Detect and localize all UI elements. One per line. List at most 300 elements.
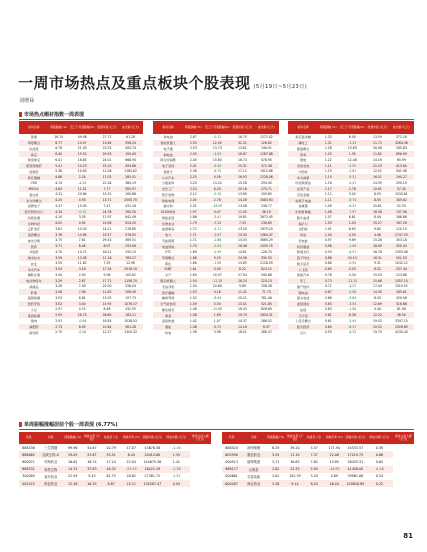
table-cell: 3.40: [69, 301, 96, 307]
table-cell: 2005.70: [118, 197, 143, 203]
table-cell: 三生国健: [44, 446, 58, 451]
table-cell: 16.43: [238, 307, 247, 312]
table-cell: -2.81: [348, 169, 357, 174]
table-cell: 跨境支付: [296, 250, 310, 255]
table-cell: 15.68: [366, 278, 389, 284]
table-cell: -18.09: [212, 203, 223, 208]
table-cell: 0.76: [324, 272, 332, 277]
table-cell: 600521: [22, 459, 35, 464]
table-cell: 虚拟现实: [288, 301, 318, 307]
table-cell: 创新药: [29, 169, 39, 174]
table-cell: IGBT: [153, 266, 183, 272]
table-cell: 22.08: [324, 451, 345, 458]
table-cell: 1228.06: [254, 174, 279, 180]
table-cell: 8.46: [69, 243, 96, 249]
table-cell: 330.35: [254, 255, 279, 261]
table-cell: 太阳能: [298, 227, 308, 232]
table-cell: 20.18: [231, 186, 254, 192]
table-header-row: [288, 121, 414, 134]
table-cell: 2.55: [183, 140, 203, 146]
table-cell: 197.73: [125, 295, 136, 300]
table-cell: 智能电网: [153, 197, 183, 203]
table-cell: 57.30: [389, 186, 414, 192]
table-cell: -2.67: [203, 232, 231, 238]
table-cell: -2.04: [203, 243, 231, 249]
table-cell: 1.54: [189, 284, 197, 289]
table-cell: 水产: [165, 273, 172, 278]
table-cell: 171.94: [328, 445, 341, 450]
table-cell: 0.67: [318, 289, 338, 295]
table-cell: 828.80: [260, 307, 272, 312]
table-cell: 7.37: [305, 451, 324, 458]
table-cell: 13.59: [373, 134, 382, 139]
table-cell: 7.47: [103, 203, 111, 208]
table-cell: 105.61: [125, 272, 136, 277]
table-cell: 3.29: [49, 278, 69, 284]
table-cell: 19.70: [231, 312, 254, 318]
table-cell: 13.61: [238, 146, 247, 151]
table-cell: 乙肝治疗: [27, 227, 41, 232]
table-cell: 1533.81: [394, 192, 408, 197]
table-cell: 智能汽车: [296, 273, 310, 278]
table-cell: 辅助生殖: [27, 273, 41, 278]
table-cell: 3.29: [310, 474, 318, 479]
table-cell: 14.61: [238, 249, 247, 254]
section2-rule: [19, 429, 414, 430]
column-header: 代码: [19, 432, 38, 444]
table-cell: 3665.29: [259, 238, 273, 243]
table-cell: 消费电子: [27, 204, 41, 209]
table-cell: 黄金: [153, 312, 183, 318]
table-cell: 896.99: [389, 151, 414, 157]
table-cell: -3.41: [213, 215, 222, 220]
column-header: 流通市值 (亿元): [231, 121, 254, 134]
table-cell: 27381.72: [144, 474, 161, 479]
section2-table-1: [19, 432, 211, 487]
table-cell: 5.54: [266, 451, 285, 458]
table-cell: 109.40: [118, 151, 143, 157]
section-marker-icon: [19, 422, 22, 427]
table-cell: 14.07: [69, 140, 96, 146]
table-cell: 1.47: [213, 318, 221, 323]
table-cell: 19.70: [373, 330, 382, 335]
table-cell: 铁矿石: [288, 220, 318, 226]
table-cell: 190.27: [389, 174, 414, 180]
table-row: [19, 444, 211, 451]
table-cell: 10.06: [96, 220, 118, 226]
table-cell: 250.13: [125, 249, 136, 254]
table-cell: 10.52: [366, 324, 389, 330]
table-cell: 6.81: [348, 215, 356, 220]
table-cell: 43678.58: [144, 445, 161, 450]
table-cell: 2.12: [189, 192, 197, 197]
table-cell: 0.86: [318, 255, 338, 261]
table-cell: 17.03: [96, 174, 118, 180]
table-cell: 16.93: [231, 174, 254, 180]
section1-heading: [19, 111, 84, 118]
table-cell: 大飞机: [288, 266, 318, 272]
table-cell: 2.53: [189, 146, 197, 151]
table-cell: 16.31: [366, 255, 389, 261]
table-cell: 7.33: [231, 220, 254, 226]
table-cell: 16.51: [366, 174, 389, 180]
table-cell: 0.00: [203, 266, 231, 272]
table-cell: 3.78: [49, 232, 69, 238]
table-cell: 3.71: [272, 459, 280, 464]
table-cell: 储能: [153, 324, 183, 330]
table-cell: 8.20: [203, 186, 231, 192]
table-cell: 167.26: [389, 220, 414, 226]
table-cell: 3.44: [55, 272, 63, 277]
table-cell: 17219.75: [345, 451, 366, 458]
table-cell: 54.67: [87, 445, 97, 450]
table-cell: 华为鸿蒙: [288, 174, 318, 180]
table-cell: 1.22: [324, 157, 332, 162]
table-cell: 10.63: [77, 169, 87, 174]
table-cell: 7.77: [96, 186, 118, 192]
table-cell: 1.53: [183, 289, 203, 295]
table-cell: 16.58: [366, 209, 389, 215]
table-cell: 大豆: [30, 307, 37, 312]
table-cell: 3.71: [49, 243, 69, 249]
table-cell: 11.83: [96, 289, 118, 295]
table-cell: 元宇宙: [288, 312, 318, 318]
table-cell: 风电: [288, 232, 318, 238]
table-cell: 1076.37: [118, 301, 143, 307]
title-text: 一周市场热点及重点板块个股表现: [18, 74, 251, 92]
table-cell: 迈威生物-U: [38, 451, 63, 458]
table-cell: 160.88: [125, 192, 136, 197]
table-cell: 20.21: [238, 295, 247, 300]
table-cell: 1.01: [324, 226, 332, 231]
table-cell: 2.55: [183, 151, 203, 157]
table-cell: 1064.37: [254, 232, 279, 238]
table-cell: -1.06: [348, 307, 357, 312]
table-cell: 1.72: [189, 226, 197, 231]
table-cell: 16.35: [82, 480, 101, 487]
table-cell: 1.69: [203, 312, 231, 318]
table-cell: -8.94: [213, 295, 222, 300]
table-cell: 2.41: [183, 163, 203, 169]
table-cell: 婴童概念: [296, 146, 310, 151]
table-cell: -0.92: [348, 261, 357, 266]
table-cell: 320.56: [395, 295, 407, 300]
table-cell: 2672.45: [259, 215, 273, 220]
table-cell: 765.50: [118, 209, 143, 215]
table-cell: 15.63: [212, 157, 222, 162]
table-cell: 3.98: [213, 330, 221, 335]
table-cell: 纺织服装: [288, 243, 318, 249]
table-cell: 无线耳机: [161, 284, 175, 289]
table-cell: 智能家居: [161, 215, 175, 220]
table-cell: -6.74: [338, 197, 366, 203]
table-cell: 13.89: [238, 261, 247, 266]
table-cell: 芯片: [300, 330, 307, 335]
table-cell: -0.16: [366, 466, 393, 473]
table-cell: 7.46: [69, 289, 96, 295]
table-cell: 14.37: [238, 318, 247, 323]
table-cell: 1.97: [183, 209, 203, 215]
table-cell: 19.27: [96, 232, 118, 238]
table-cell: 23.25: [102, 146, 112, 151]
table-cell: 1185.82: [124, 169, 137, 174]
column-header: 板块名称: [288, 121, 318, 134]
table-cell: 25.81: [373, 203, 382, 208]
table-row: [222, 480, 414, 487]
table-cell: 501.55: [389, 255, 414, 261]
table-cell: 265.83: [395, 146, 407, 151]
table-cell: 雾化: [165, 261, 172, 266]
table-cell: -9.45: [203, 163, 231, 169]
table-cell: 432.55: [125, 307, 136, 312]
table-cell: 0.54: [163, 480, 190, 487]
table-cell: 8.93: [374, 192, 381, 197]
table-cell: 13.24: [212, 180, 222, 185]
table-cell: 10.64: [96, 324, 118, 330]
table-cell: -8.57: [348, 249, 357, 254]
table-cell: 医疗器械: [153, 289, 183, 295]
table-cell: 1059.75: [254, 243, 279, 249]
table-cell: 丽珠集团: [247, 460, 261, 465]
table-cell: 3.55: [55, 261, 63, 266]
table-cell: -1.38: [163, 466, 190, 473]
table-cell: 5.34: [203, 301, 231, 307]
table-cell: 养鸡: [288, 151, 318, 157]
column-header: 现金主流入额 (万元): [393, 432, 414, 444]
table-cell: 科伦药业: [38, 480, 63, 487]
table-cell: 688062: [19, 451, 38, 458]
page-title: [18, 72, 307, 93]
table-cell: 3.34: [348, 272, 356, 277]
table-cell: 380.19: [125, 180, 136, 185]
table-cell: 12.96: [126, 261, 135, 266]
table-cell: 941.98: [395, 169, 407, 174]
table-cell: 24.59: [373, 180, 382, 185]
table-cell: 2.25: [183, 174, 203, 180]
table-cell: 16.74: [87, 459, 97, 464]
table-cell: 4.74: [55, 180, 63, 185]
table-cell: 2.67: [189, 134, 197, 139]
author-name: 刘增禄: [19, 98, 35, 104]
table-cell: 238.77: [260, 203, 272, 208]
table-cell: 668.94: [125, 157, 136, 162]
table-row: [19, 458, 211, 465]
table-cell: 小米汽车: [153, 174, 183, 180]
table-cell: 15.30: [231, 232, 254, 238]
table-cell: 2.23: [183, 186, 203, 192]
table-cell: 医疗物资出口: [19, 209, 49, 215]
table-cell: 黄酒: [30, 135, 37, 140]
table-cell: 1287.88: [254, 151, 279, 157]
table-cell: 15.03: [373, 272, 382, 277]
table-cell: 39.20: [290, 445, 300, 450]
table-cell: 0.59: [203, 174, 231, 180]
table-cell: 15.31: [231, 163, 254, 169]
table-cell: 3.35: [78, 215, 86, 220]
table-cell: -3.71: [213, 226, 222, 231]
table-cell: 16.20: [231, 278, 254, 284]
column-header: 近三个月涨跌幅(%): [69, 121, 96, 134]
table-cell: 14.28: [231, 197, 254, 203]
table-cell: 1.48: [189, 307, 197, 312]
table-cell: 冰雪产业: [288, 186, 318, 192]
table-cell: 0.85: [318, 266, 338, 272]
table-cell: 中药材: [298, 169, 308, 174]
table-cell: 000661: [225, 474, 238, 479]
table-cell: 130587.47: [143, 481, 162, 486]
table-cell: 478.95: [260, 157, 272, 162]
column-header: 周成交额 (万元): [163, 432, 190, 444]
table-cell: -0.12: [213, 134, 222, 139]
table-cell: 13.08: [238, 203, 247, 208]
table-cell: 6.00: [348, 134, 356, 139]
table-cell: 1.79: [183, 220, 203, 226]
table-cell: 13.08: [69, 255, 96, 261]
table-cell: 493.66: [118, 163, 143, 169]
table-cell: 供应链金融: [295, 135, 311, 140]
table-cell: 10.30: [77, 226, 87, 231]
table-cell: 肝素: [19, 289, 49, 295]
table-cell: 137.06: [389, 209, 414, 215]
table-cell: 15.85: [329, 459, 339, 464]
table-cell: 北交所概念: [19, 197, 49, 203]
table-cell: 6.37: [254, 324, 279, 330]
column-header: 流通市值 (亿元): [366, 121, 389, 134]
table-cell: 15.00: [77, 203, 87, 208]
table-cell: 蛋白质: [29, 192, 39, 197]
table-cell: 1038.53: [124, 318, 137, 323]
table-cell: 2.36: [189, 169, 197, 174]
table-cell: 183.11: [118, 312, 143, 318]
table-cell: 1.60: [189, 272, 197, 277]
table-cell: 16.74: [54, 134, 64, 139]
table-cell: 酸性棉花: [161, 307, 175, 312]
table-cell: 12.22: [366, 312, 389, 318]
table-cell: 胎牛血清: [296, 215, 310, 220]
table-cell: 2.45: [189, 157, 197, 162]
table-cell: 106.49: [118, 289, 143, 295]
table-cell: 120.19: [395, 226, 407, 231]
table-cell: 15.51: [102, 192, 112, 197]
table-cell: 558.24: [118, 140, 143, 146]
table-cell: 3264.36: [389, 140, 414, 146]
table-cell: 1.00: [318, 232, 338, 238]
table-cell: 353.18: [395, 238, 407, 243]
table-cell: 赛升药业: [44, 474, 58, 479]
table-cell: -2.99: [213, 249, 222, 254]
table-cell: 1.36: [189, 330, 197, 335]
table-cell: 26.04: [324, 480, 345, 487]
table-row: [288, 330, 414, 336]
table-cell: 2.43: [338, 220, 366, 226]
table-cell: -4.24: [78, 180, 87, 185]
table-cell: 978.05: [118, 232, 143, 238]
table-cell: 13.03: [238, 238, 247, 243]
section-marker-icon: [19, 112, 22, 117]
table-cell: 钠离子电池: [288, 197, 318, 203]
table-cell: 24.01: [102, 157, 112, 162]
table-cell: 1.68: [183, 255, 203, 261]
table-cell: 1615.88: [259, 169, 273, 174]
table-cell: 1.03: [318, 220, 338, 226]
table-cell: 11.72: [366, 140, 389, 146]
table-cell: 23.10: [96, 163, 118, 169]
table-cell: 5.69: [330, 474, 338, 479]
table-cell: 阿尔茨海默: [160, 158, 176, 163]
table-cell: 信创: [300, 307, 307, 312]
table-cell: 81.06: [396, 307, 406, 312]
table-cell: 14.60: [212, 284, 222, 289]
table-cell: 1.18: [324, 180, 332, 185]
table-cell: 44533.57: [347, 445, 364, 450]
table-cell: 924.20: [118, 220, 143, 226]
table-cell: 16.70: [238, 134, 247, 139]
table-cell: 1.69: [189, 249, 197, 254]
table-cell: 电子竞技: [153, 163, 183, 169]
table-cell: 16.85: [77, 157, 87, 162]
table-cell: 126.75: [260, 249, 272, 254]
column-header: 现金主流入额 (万元): [190, 432, 211, 444]
table-cell: -3.43: [338, 140, 366, 146]
table-cell: 300485: [22, 474, 35, 479]
table-cell: 38.19: [254, 209, 279, 215]
table-cell: 9.89: [239, 284, 246, 289]
table-cell: 铁电池: [163, 135, 173, 140]
table-cell: 14.16: [373, 157, 382, 162]
section1-title: 市场热点题材指数一周表现: [24, 112, 85, 118]
table-cell: 荣昌生物: [38, 466, 63, 473]
table-cell: 1.42: [189, 318, 197, 323]
table-cell: 同花顺果指: [295, 181, 311, 186]
table-row: [222, 451, 414, 458]
table-cell: 688336: [22, 445, 35, 450]
table-cell: 294.40: [260, 180, 272, 185]
table-cell: 136.85: [254, 220, 279, 226]
table-cell: 辅助驾驶: [161, 296, 175, 301]
table-cell: 1.66: [189, 261, 197, 266]
table-cell: 1.70: [183, 243, 203, 249]
table-cell: 中药材种植: [288, 209, 318, 215]
table-cell: 新冠药: [29, 330, 39, 335]
table-cell: 16.51: [238, 330, 247, 335]
table-cell: 医疗废物: [161, 192, 175, 197]
table-cell: 842.49: [125, 215, 136, 220]
table-cell: 27.72: [102, 134, 112, 139]
table-cell: -22.93: [121, 466, 142, 473]
table-cell: 11.06: [102, 169, 112, 174]
table-cell: 17.71: [96, 278, 118, 284]
column-header: 流通市值 (亿元): [345, 432, 366, 444]
table-cell: 黄金珠宝: [27, 158, 41, 163]
table-cell: 1272.02: [259, 134, 273, 139]
table-cell: 209.80: [260, 192, 272, 197]
table-cell: 4.34: [49, 209, 69, 215]
table-cell: 减肥药: [19, 324, 49, 330]
section1-table-3: [288, 121, 414, 335]
table-cell: 光伏工厂: [153, 186, 183, 192]
table-cell: 1.11: [318, 197, 338, 203]
table-row: [153, 330, 279, 336]
table-cell: 华为汽车: [19, 266, 49, 272]
table-cell: 电力: [153, 232, 183, 238]
table-cell: 21.05: [77, 146, 87, 151]
table-cell: 9.69: [348, 238, 356, 243]
table-cell: 农业: [30, 261, 37, 266]
table-cell: 9.31: [374, 261, 381, 266]
table-cell: 海宝: [19, 151, 49, 157]
table-cell: 医药零售: [19, 301, 49, 307]
table-cell: 4.63: [49, 186, 69, 192]
